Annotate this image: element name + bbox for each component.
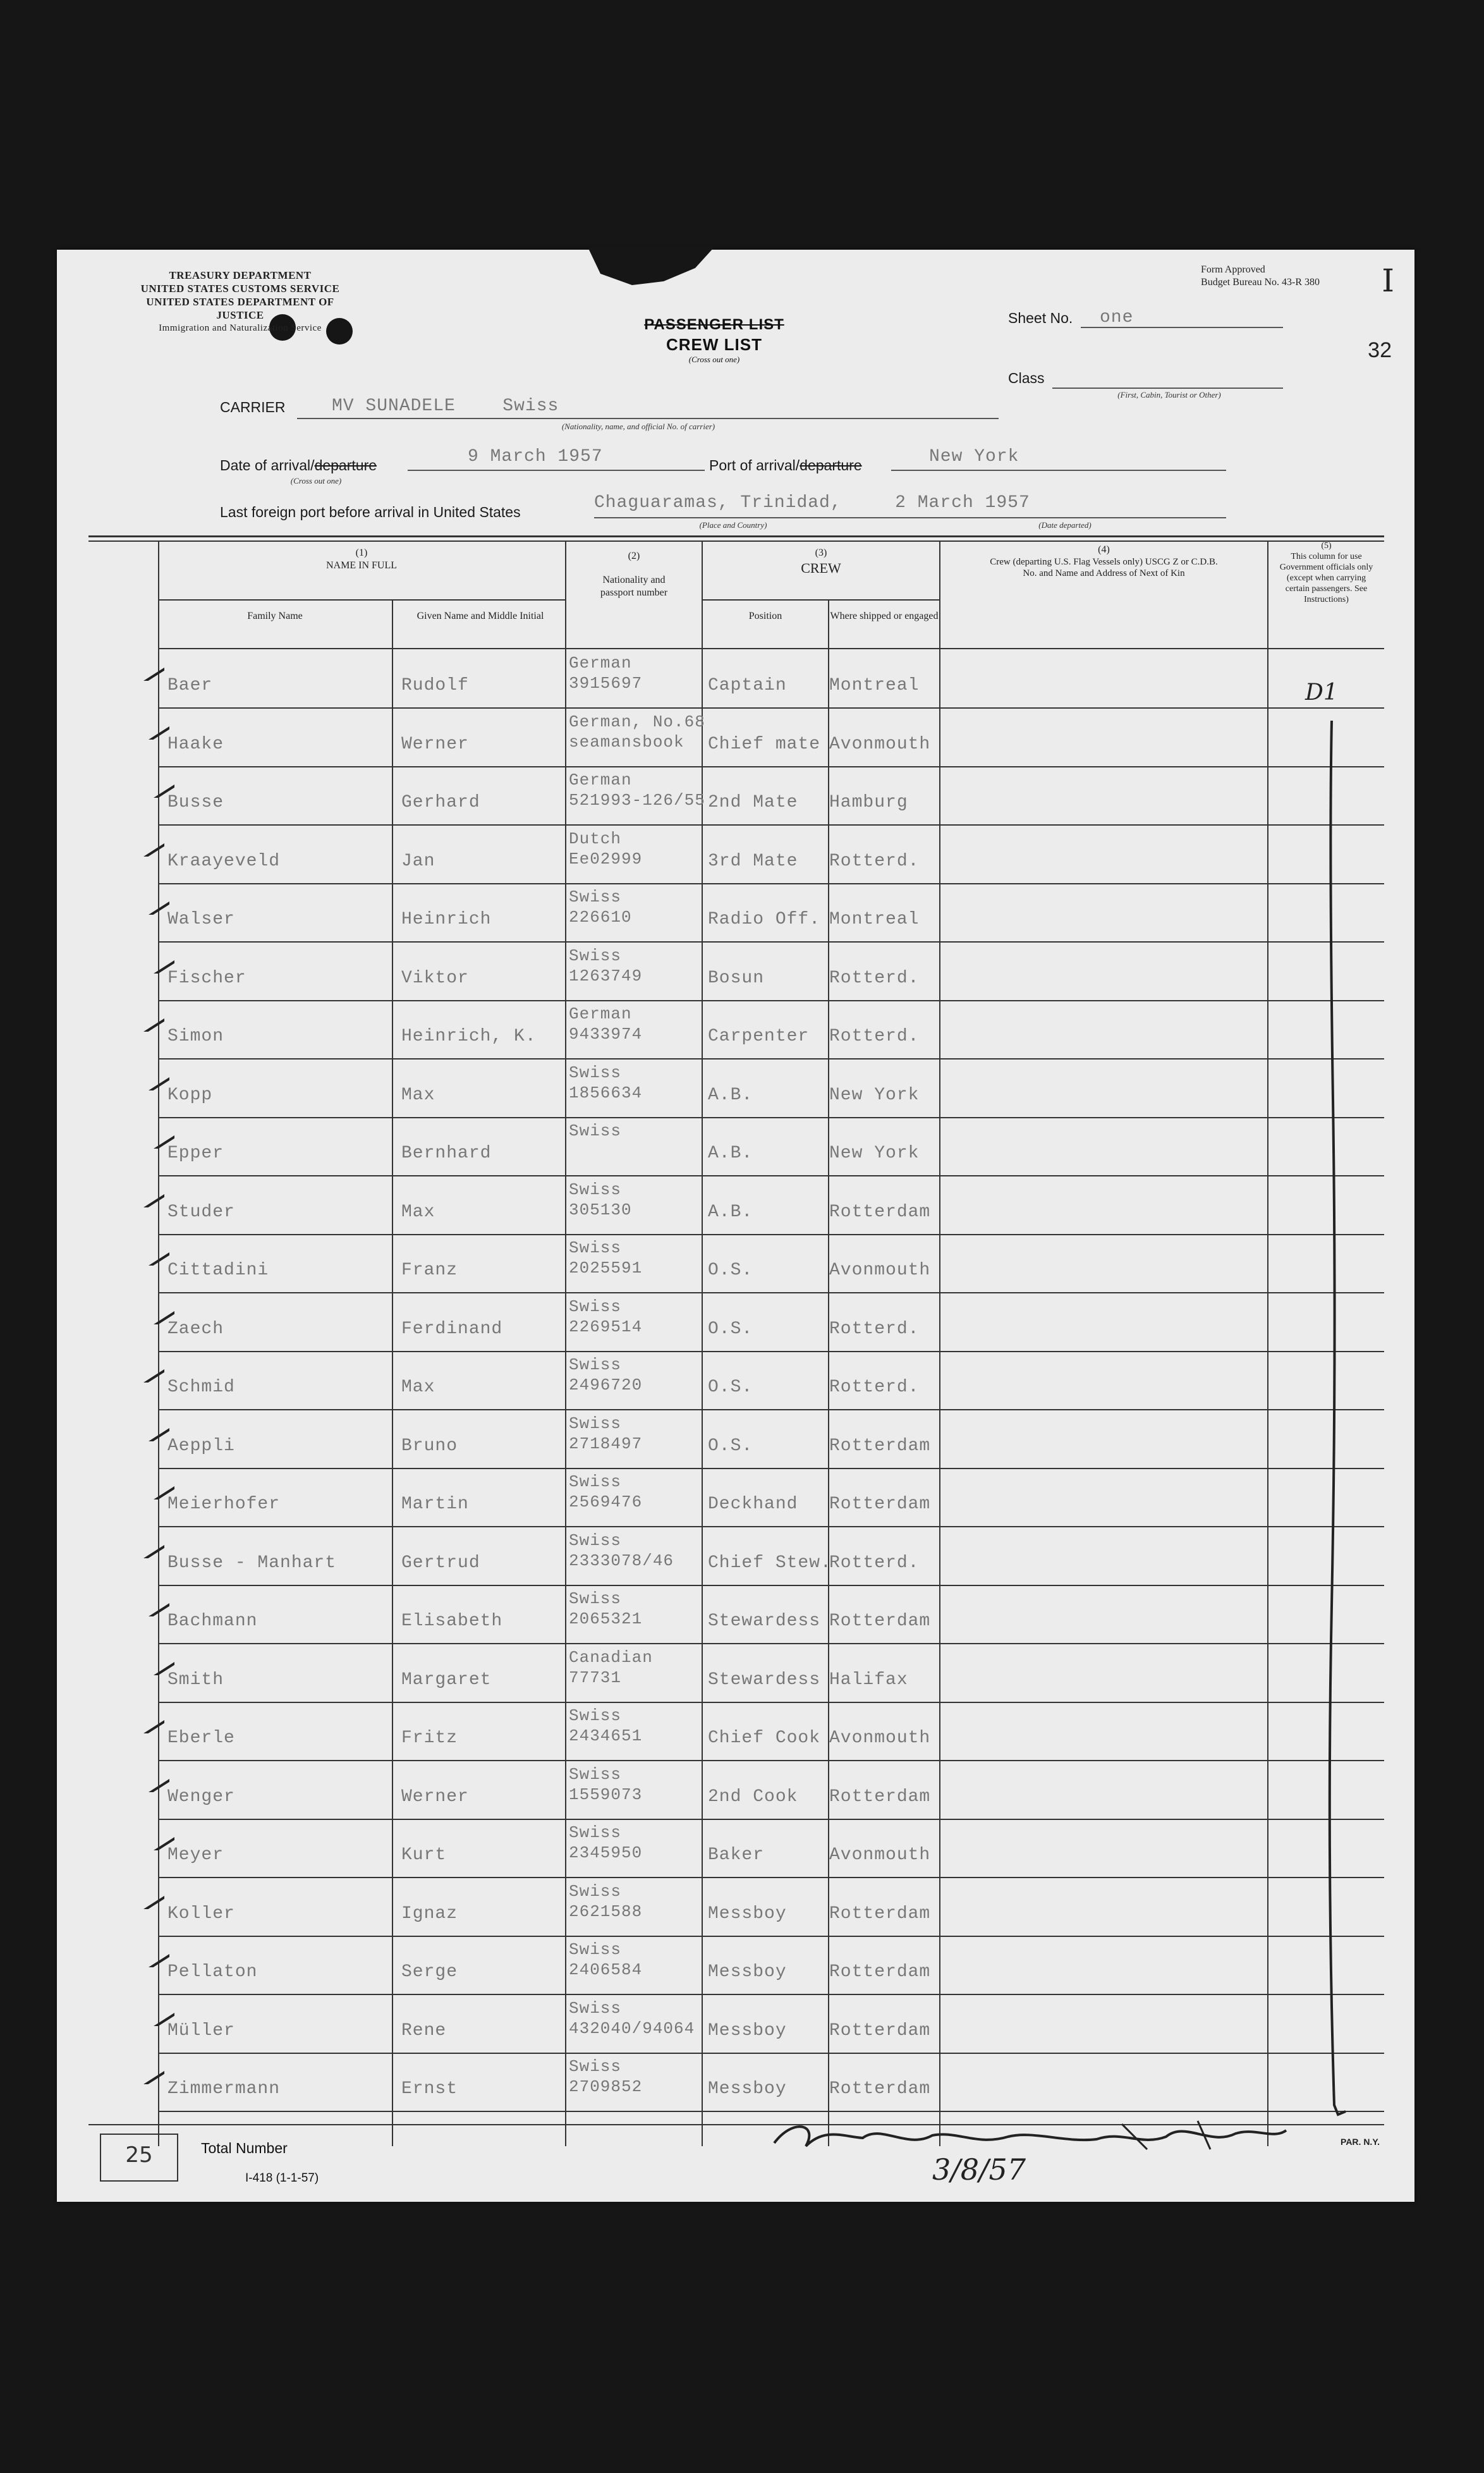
col4-title: Crew (departing U.S. Flag Vessels only) USCG Z or C.D.B. No. and Name and Address of Next of Kin (990, 557, 1218, 578)
family-cell: Meyer (167, 1845, 224, 1865)
shipped-cell: Rotterd. (829, 852, 920, 871)
row-rule (158, 1175, 1384, 1176)
family-cell: Fischer (167, 968, 246, 988)
position-cell: Captain (708, 676, 787, 695)
nationality-cell: German (569, 654, 632, 673)
port-departure-struck: departure (800, 457, 862, 473)
given-cell: Ferdinand (401, 1319, 503, 1339)
port-label (709, 457, 862, 474)
check-mark (120, 662, 164, 681)
last-port-label: Last foreign port before arrival in United States (220, 504, 521, 520)
nationality-cell: Swiss (569, 1999, 622, 2018)
shipped-cell: Montreal (829, 910, 920, 929)
position-cell: Carpenter (708, 1027, 810, 1046)
col3-number: (3) (815, 547, 827, 558)
family-cell: Walser (167, 910, 235, 929)
carrier-nationality: Swiss (502, 396, 559, 416)
d1-annotation: D1 (1305, 680, 1338, 705)
given-cell: Max (401, 1377, 435, 1397)
shipped-cell: Rotterd. (829, 1377, 920, 1397)
total-box (100, 2134, 178, 2182)
date-departed-value: 2 March 1957 (895, 493, 1030, 513)
given-cell: Ignaz (401, 1904, 458, 1924)
row-rule (158, 1760, 1384, 1761)
family-cell: Busse (167, 793, 224, 812)
row-rule (158, 2053, 1384, 2054)
given-cell: Viktor (401, 968, 469, 988)
position-cell: Baker (708, 1845, 765, 1865)
position-cell: Deckhand (708, 1494, 798, 1514)
shipped-cell: Rotterd. (829, 1319, 920, 1339)
passport-cell: 77731 (569, 1668, 622, 1687)
nationality-cell: Swiss (569, 1765, 622, 1784)
check-mark (120, 2065, 164, 2084)
shipped-cell: Avonmouth (829, 735, 931, 754)
given-cell: Elisabeth (401, 1611, 503, 1631)
nationality-cell: Swiss (569, 1121, 622, 1140)
port-value: New York (929, 447, 1019, 467)
position-cell: Bosun (708, 968, 765, 988)
given-cell: Ernst (401, 2079, 458, 2099)
position-cell: Chief Stew. (708, 1553, 832, 1573)
given-cell: Margaret (401, 1670, 492, 1690)
position-cell: 2nd Mate (708, 793, 798, 812)
nationality-cell: Swiss (569, 888, 622, 907)
check-mark (130, 779, 174, 798)
last-port-field (594, 493, 1226, 518)
nationality-cell: Swiss (569, 1297, 622, 1316)
given-cell: Franz (401, 1261, 458, 1280)
family-cell: Wenger (167, 1787, 235, 1807)
family-cell: Schmid (167, 1377, 235, 1397)
shipped-cell: Rotterdam (829, 1202, 931, 1222)
class-field (1052, 382, 1283, 389)
form-number: I-418 (1-1-57) (245, 2171, 319, 2185)
col-rule (1267, 540, 1268, 2146)
position-cell: O.S. (708, 1377, 753, 1397)
family-cell: Koller (167, 1904, 235, 1924)
nationality-cell: Swiss (569, 2057, 622, 2076)
col-rule (939, 540, 940, 2146)
family-cell: Smith (167, 1670, 224, 1690)
given-cell: Rudolf (401, 676, 469, 695)
total-value: 25 (125, 2142, 153, 2168)
agency-line: UNITED STATES DEPARTMENT OF JUSTICE (146, 296, 334, 321)
family-cell: Pellaton (167, 1962, 258, 1982)
family-cell: Müller (167, 2021, 235, 2041)
nationality-cell: Dutch (569, 829, 622, 848)
family-cell: Bachmann (167, 1611, 258, 1631)
passport-cell: 2621588 (569, 1902, 643, 1921)
check-mark (125, 1247, 169, 1266)
row-rule (158, 941, 1384, 943)
row-rule (158, 1819, 1384, 1820)
position-cell: Stewardess (708, 1670, 821, 1690)
col4-number: (4) (1098, 544, 1110, 555)
nationality-cell: Swiss (569, 1706, 622, 1725)
given-cell: Werner (401, 1787, 469, 1807)
row-rule (158, 1936, 1384, 1937)
title-passenger-struck: PASSENGER LIST (644, 316, 784, 333)
shipped-cell: Rotterd. (829, 1027, 920, 1046)
passport-cell: Ee02999 (569, 850, 643, 869)
shipped-cell: Montreal (829, 676, 920, 695)
budget-bureau-text: Budget Bureau No. 43-R 380 (1201, 277, 1320, 288)
check-mark (120, 1890, 164, 1909)
check-mark (120, 1364, 164, 1383)
col1-number: (1) (355, 547, 368, 558)
header-rule (158, 599, 565, 601)
col4-header (940, 544, 1267, 579)
col-rule (392, 601, 393, 2146)
passport-cell: 2065321 (569, 1609, 643, 1628)
check-mark (130, 2007, 174, 2026)
check-mark (120, 1013, 164, 1032)
check-mark (130, 1656, 174, 1675)
form-title (607, 316, 822, 365)
nationality-cell: Swiss (569, 1589, 622, 1608)
check-mark (120, 1539, 164, 1558)
family-cell: Haake (167, 735, 224, 754)
row-rule (158, 1351, 1384, 1352)
shipped-cell: Hamburg (829, 793, 908, 812)
row-rule (158, 1643, 1384, 1644)
shipped-cell: Rotterdam (829, 1962, 931, 1982)
inspector-signature (768, 2111, 1292, 2162)
form-approved-text: Form Approved (1201, 264, 1265, 275)
passport-cell: 2345950 (569, 1843, 643, 1862)
check-mark (130, 1130, 174, 1149)
arrival-date-field (408, 447, 705, 471)
last-port-note: (Place and Country) (699, 520, 767, 530)
arrival-label (220, 457, 377, 474)
family-cell: Cittadini (167, 1261, 269, 1280)
family-cell: Busse - Manhart (167, 1553, 337, 1573)
position-cell: Stewardess (708, 1611, 821, 1631)
given-cell: Jan (401, 852, 435, 871)
position-header: Position (748, 611, 782, 621)
position-cell: 2nd Cook (708, 1787, 798, 1807)
passport-cell: 2496720 (569, 1376, 643, 1395)
family-cell: Aeppli (167, 1436, 235, 1456)
row-rule (158, 1292, 1384, 1293)
passport-cell: 1263749 (569, 967, 643, 986)
passport-cell: 305130 (569, 1200, 632, 1219)
passport-cell: 2709852 (569, 2077, 643, 2096)
given-cell: Kurt (401, 1845, 447, 1865)
passport-cell: 2269514 (569, 1317, 643, 1336)
shipped-cell: Rotterd. (829, 1553, 920, 1573)
position-cell: O.S. (708, 1436, 753, 1456)
check-mark (125, 1773, 169, 1792)
check-mark (125, 1422, 169, 1441)
col2-title: Nationality and passport number (600, 575, 668, 598)
col5-title: This column for use Government officials only (except when carrying certain passengers. See Instructions) (1279, 552, 1373, 604)
given-name-header: Given Name and Middle Initial (417, 611, 544, 621)
shipped-cell: Rotterdam (829, 1787, 931, 1807)
given-cell: Rene (401, 2021, 447, 2041)
carrier-note: (Nationality, name, and official No. of carrier) (561, 422, 715, 431)
passport-cell: 1856634 (569, 1084, 643, 1102)
passport-cell: seamansbook (569, 733, 684, 752)
position-cell: Messboy (708, 1904, 787, 1924)
agency-block (133, 269, 348, 335)
given-cell: Gertrud (401, 1553, 480, 1573)
row-rule (158, 1468, 1384, 1469)
passport-cell: 9433974 (569, 1025, 643, 1044)
nationality-cell: Swiss (569, 1355, 622, 1374)
passport-cell: 2434651 (569, 1726, 643, 1745)
given-cell: Max (401, 1202, 435, 1222)
passport-cell: 2333078/46 (569, 1551, 674, 1570)
given-cell: Werner (401, 735, 469, 754)
nationality-cell: Swiss (569, 1823, 622, 1842)
nationality-cell: Swiss (569, 1238, 622, 1257)
row-rule (158, 1000, 1384, 1001)
row-rule (158, 1234, 1384, 1235)
shipped-cell: Rotterd. (829, 968, 920, 988)
signature-date: 3/8/57 (932, 2152, 1026, 2187)
col3-title: CREW (801, 560, 841, 576)
col-rule (565, 540, 566, 2146)
check-mark (130, 1831, 174, 1850)
row-rule (158, 1409, 1384, 1410)
position-cell: Radio Off. (708, 910, 821, 929)
family-cell: Meierhofer (167, 1494, 281, 1514)
shipped-cell: Avonmouth (829, 1845, 931, 1865)
row-rule (158, 824, 1384, 826)
col5-header (1268, 540, 1384, 605)
nationality-cell: Swiss (569, 1063, 622, 1082)
departure-struck: departure (314, 457, 377, 473)
position-cell: A.B. (708, 1085, 753, 1105)
carrier-label: CARRIER (220, 399, 286, 415)
nationality-cell: German (569, 771, 632, 790)
nationality-cell: Swiss (569, 1472, 622, 1491)
total-label: Total Number (201, 2140, 288, 2156)
family-cell: Zaech (167, 1319, 224, 1339)
arrival-date-value: 9 March 1957 (468, 447, 603, 467)
table-top-rule-2 (88, 540, 1384, 542)
shipped-cell: Avonmouth (829, 1261, 931, 1280)
position-cell: O.S. (708, 1261, 753, 1280)
position-cell: Messboy (708, 1962, 787, 1982)
row-rule (158, 1526, 1384, 1527)
sheet-label: Sheet No. (1008, 310, 1073, 326)
form-approval (1201, 264, 1320, 289)
port-label-text: Port of arrival/ (709, 457, 800, 473)
agency-line: TREASURY DEPARTMENT (169, 269, 312, 281)
nationality-cell: Canadian (569, 1648, 653, 1667)
shipped-cell: Rotterdam (829, 2021, 931, 2041)
given-cell: Serge (401, 1962, 458, 1982)
given-cell: Fritz (401, 1728, 458, 1748)
position-cell: A.B. (708, 1144, 753, 1163)
position-cell: 3rd Mate (708, 852, 798, 871)
row-rule (158, 1585, 1384, 1586)
position-cell: Chief mate (708, 735, 821, 754)
nationality-cell: Swiss (569, 946, 622, 965)
class-label: Class (1008, 370, 1045, 386)
row-rule (158, 1702, 1384, 1703)
nationality-cell: German (569, 1004, 632, 1023)
given-cell: Martin (401, 1494, 469, 1514)
printer-mark: PAR. N.Y. (1341, 2137, 1380, 2147)
passport-cell: 432040/94064 (569, 2019, 695, 2038)
position-cell: Messboy (708, 2021, 787, 2041)
col1-title: NAME IN FULL (326, 560, 397, 571)
shipped-header: Where shipped or engaged (830, 611, 939, 621)
arrival-label-text: Date of arrival/ (220, 457, 315, 473)
nationality-cell: German, No.68 (569, 712, 705, 731)
handwritten-bracket-line (1324, 721, 1349, 2121)
passport-cell: 3915697 (569, 674, 643, 693)
row-rule (158, 1994, 1384, 1995)
col5-number: (5) (1321, 541, 1332, 551)
table-top-rule (88, 535, 1384, 537)
date-departed-note: (Date departed) (1038, 520, 1092, 530)
passport-cell: 2025591 (569, 1259, 643, 1278)
check-mark (120, 838, 164, 857)
shipped-cell: Halifax (829, 1670, 908, 1690)
given-cell: Max (401, 1085, 435, 1105)
header-bottom-rule (158, 648, 1384, 649)
sheet-value: one (1100, 308, 1134, 327)
check-mark (125, 1072, 169, 1090)
nationality-cell: Swiss (569, 1414, 622, 1433)
nationality-cell: Swiss (569, 1940, 622, 1959)
passport-cell: 226610 (569, 908, 632, 927)
given-cell: Bernhard (401, 1144, 492, 1163)
passport-cell: 2406584 (569, 1960, 643, 1979)
sheet-field (1081, 308, 1283, 328)
title-note: (Cross out one) (688, 355, 740, 364)
family-cell: Zimmermann (167, 2079, 281, 2099)
family-cell: Studer (167, 1202, 235, 1222)
family-cell: Eberle (167, 1728, 235, 1748)
passport-cell: 2569476 (569, 1493, 643, 1511)
shipped-cell: Rotterdam (829, 1494, 931, 1514)
check-mark (130, 955, 174, 974)
crew-list-form (57, 250, 1414, 2202)
check-mark (125, 896, 169, 915)
passport-cell: 1559073 (569, 1785, 643, 1804)
family-cell: Kraayeveld (167, 852, 281, 871)
check-mark (120, 1714, 164, 1733)
position-cell: Messboy (708, 2079, 787, 2099)
position-cell: A.B. (708, 1202, 753, 1222)
page-number: 32 (1368, 338, 1392, 362)
nationality-cell: Swiss (569, 1531, 622, 1550)
given-cell: Heinrich, K. (401, 1027, 537, 1046)
col1-header (158, 547, 565, 572)
class-note: (First, Cabin, Tourist or Other) (1117, 390, 1221, 400)
family-name-header: Family Name (247, 611, 303, 621)
given-cell: Heinrich (401, 910, 492, 929)
row-rule (158, 1058, 1384, 1059)
arrival-note: (Cross out one) (290, 476, 342, 485)
given-cell: Bruno (401, 1436, 458, 1456)
carrier-name: MV SUNADELE (332, 396, 456, 416)
last-port-value: Chaguaramas, Trinidad, (594, 493, 842, 513)
shipped-cell: Avonmouth (829, 1728, 931, 1748)
port-field (891, 447, 1226, 471)
shipped-cell: Rotterdam (829, 1611, 931, 1631)
row-rule (158, 707, 1384, 709)
family-cell: Simon (167, 1027, 224, 1046)
family-cell: Kopp (167, 1085, 213, 1105)
carrier-field (297, 396, 999, 419)
agency-line: Immigration and Naturalization Service (159, 323, 322, 333)
agency-line: UNITED STATES CUSTOMS SERVICE (140, 283, 340, 295)
shipped-cell: New York (829, 1144, 920, 1163)
family-cell: Epper (167, 1144, 224, 1163)
nationality-cell: Swiss (569, 1180, 622, 1199)
header-rule (702, 599, 939, 601)
col2-number: (2) (628, 551, 640, 561)
position-cell: Chief Cook (708, 1728, 821, 1748)
row-rule (158, 883, 1384, 884)
shipped-cell: Rotterdam (829, 1436, 931, 1456)
check-mark (125, 1597, 169, 1616)
check-mark (120, 1188, 164, 1207)
check-mark (125, 1948, 169, 1967)
check-mark (125, 721, 169, 740)
family-cell: Baer (167, 676, 213, 695)
shipped-cell: New York (829, 1085, 920, 1105)
row-rule (158, 766, 1384, 767)
col-rule (702, 540, 703, 2146)
passport-cell: 521993-126/55 (569, 791, 705, 810)
position-cell: O.S. (708, 1319, 753, 1339)
passport-cell: 2718497 (569, 1434, 643, 1453)
col2-header (566, 550, 702, 599)
shipped-cell: Rotterdam (829, 2079, 931, 2099)
row-rule (158, 1117, 1384, 1118)
col3-header (703, 547, 939, 575)
torn-edge (588, 247, 714, 285)
check-mark (130, 1481, 174, 1499)
nationality-cell: Swiss (569, 1882, 622, 1901)
check-mark (130, 1305, 174, 1324)
shipped-cell: Rotterdam (829, 1904, 931, 1924)
row-rule (158, 1877, 1384, 1878)
given-cell: Gerhard (401, 793, 480, 812)
title-crew-list: CREW LIST (666, 335, 762, 354)
corner-mark: I (1382, 262, 1394, 299)
